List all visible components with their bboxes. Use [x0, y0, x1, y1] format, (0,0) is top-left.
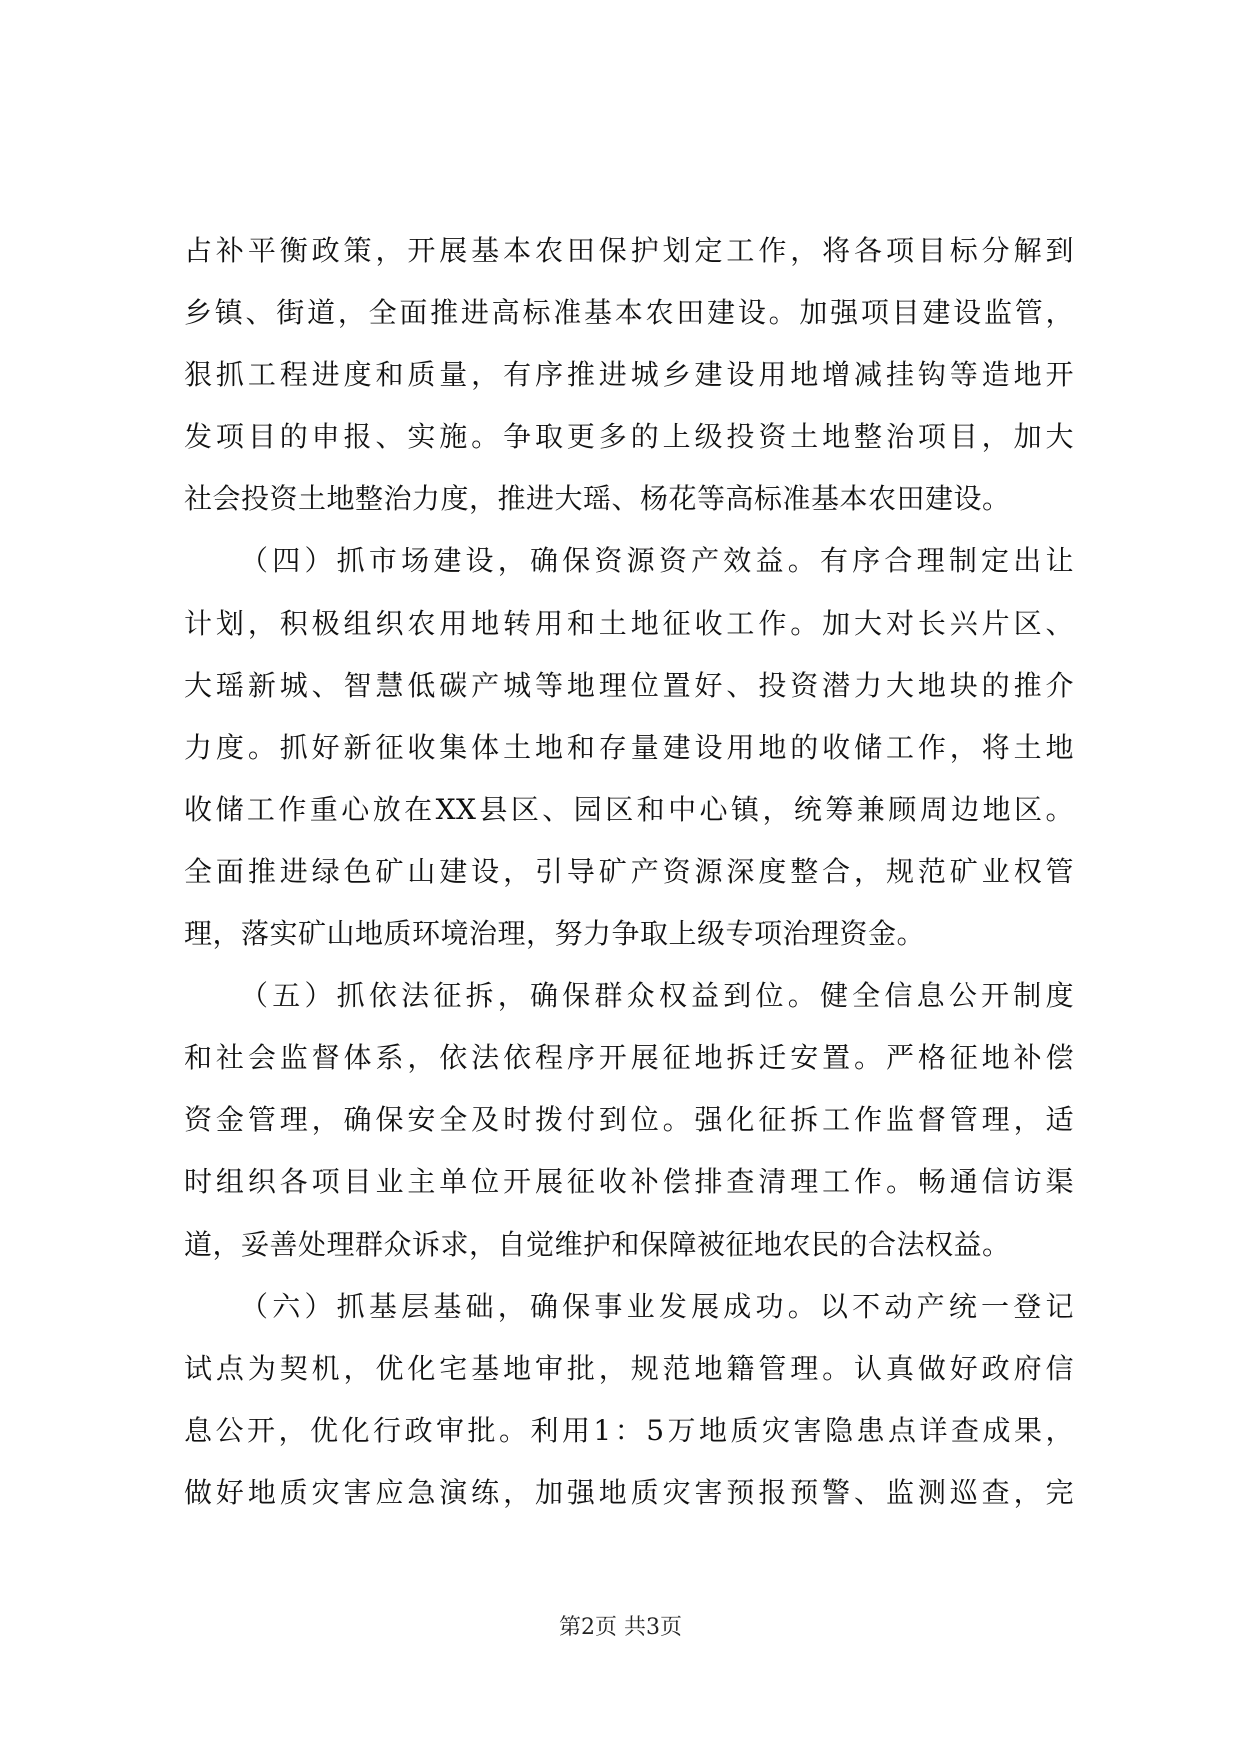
- text-line: 息公开，优化行政审批。利用1：5万地质灾害隐患点详查成果，: [184, 1413, 1074, 1447]
- text-line: 占补平衡政策，开展基本农田保护划定工作，将各项目标分解到: [184, 234, 1074, 267]
- text-line: 理，落实矿山地质环境治理，努力争取上级专项治理资金。: [184, 917, 926, 951]
- text-line: 和社会监督体系，依法依程序开展征地拆迁安置。严格征地补偿: [184, 1041, 1074, 1075]
- text-line: 狠抓工程进度和质量，有序推进城乡建设用地增减挂钩等造地开: [184, 358, 1074, 392]
- section-heading-line: （四）抓市场建设，确保资源资产效益。有序合理制定出让: [240, 544, 1074, 578]
- text-line: 资金管理，确保安全及时拨付到位。强化征拆工作监督管理，适: [184, 1103, 1074, 1137]
- text-line: 大瑶新城、智慧低碳产城等地理位置好、投资潜力大地块的推介: [184, 668, 1074, 702]
- text-line: 时组织各项目业主单位开展征收补偿排查清理工作。畅通信访渠: [184, 1165, 1074, 1199]
- text-line: 力度。抓好新征收集体土地和存量建设用地的收储工作，将土地: [184, 730, 1074, 764]
- page-number-footer: 第2页 共3页: [559, 1615, 682, 1640]
- text-line: 乡镇、街道，全面推进高标准基本农田建设。加强项目建设监管，: [184, 296, 1074, 330]
- text-line: 发项目的申报、实施。争取更多的上级投资土地整治项目，加大: [184, 420, 1074, 454]
- text-line: 计划，积极组织农用地转用和土地征收工作。加大对长兴片区、: [184, 606, 1074, 640]
- document-body: [184, 220, 1074, 1524]
- text-line: 社会投资土地整治力度，推进大瑶、杨花等高标准基本农田建设。: [184, 482, 1011, 516]
- text-line: 收储工作重心放在XX县区、园区和中心镇，统筹兼顾周边地区。: [184, 792, 1074, 826]
- section-heading-line: （五）抓依法征拆，确保群众权益到位。健全信息公开制度: [240, 979, 1074, 1013]
- text-line: 做好地质灾害应急演练，加强地质灾害预报预警、监测巡查，完: [184, 1475, 1074, 1509]
- text-line: 道，妥善处理群众诉求，自觉维护和保障被征地农民的合法权益。: [184, 1227, 1011, 1261]
- text-line: 试点为契机，优化宅基地审批，规范地籍管理。认真做好政府信: [184, 1351, 1074, 1385]
- section-heading-line: （六）抓基层基础，确保事业发展成功。以不动产统一登记: [240, 1289, 1074, 1323]
- text-line: 全面推进绿色矿山建设，引导矿产资源深度整合，规范矿业权管: [184, 854, 1074, 888]
